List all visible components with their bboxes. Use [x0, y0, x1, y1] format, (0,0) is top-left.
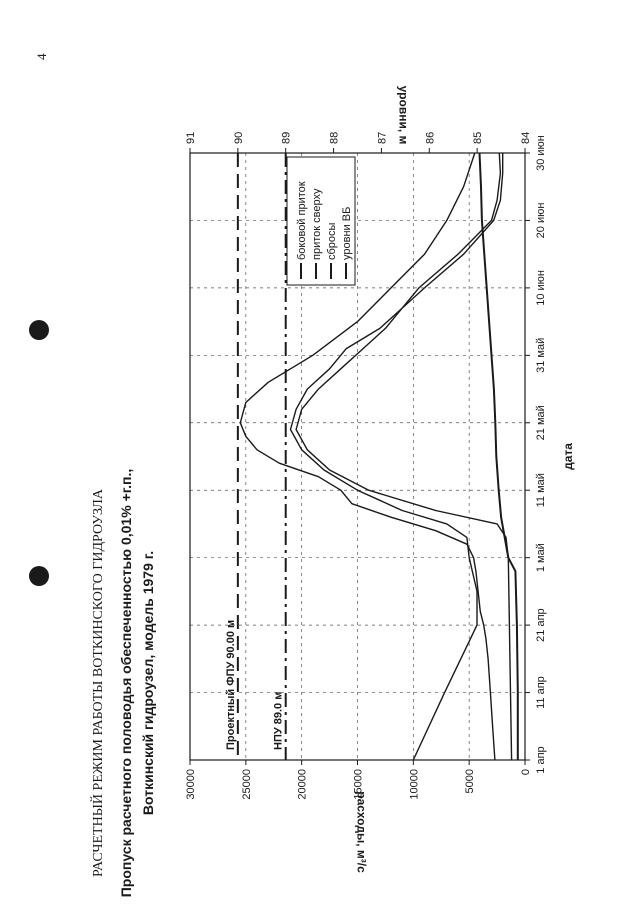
x-axis-label: дата [561, 443, 575, 470]
document-header: РАСЧЕТНЫЙ РЕЖИМ РАБОТЫ ВОТКИНСКОГО ГИДРОУЗЛА [91, 488, 106, 878]
legend-entry: уровни ВБ [341, 206, 353, 260]
y-left-tick-label: 20000 [296, 769, 309, 800]
x-tick-label: 11 май [535, 473, 547, 508]
legend-entry: приток сверху [311, 188, 323, 260]
axes [185, 132, 547, 800]
y-left-tick-label: 10000 [408, 769, 421, 800]
grid [190, 153, 525, 760]
x-tick-label: 20 июн [535, 202, 547, 239]
series-line-4 [480, 153, 518, 760]
legend-entry: сбросы [326, 222, 338, 260]
x-tick-label: 30 июн [535, 135, 547, 171]
reference-lines [225, 153, 286, 760]
y-right-tick-label: 86 [424, 131, 437, 144]
legend-entry: боковой приток [296, 181, 308, 260]
x-tick-label: 21 апр [535, 608, 547, 642]
chart-title-line-2: Воткинский гидроузел, модель 1979 г. [140, 550, 156, 816]
y-right-tick-label: 90 [232, 131, 245, 144]
ref-label-npu: НПУ 89.0 м [272, 691, 285, 750]
y-left-tick-label: 5000 [464, 769, 477, 794]
ref-label-fpu: Проектный ФПУ 90.00 м [224, 619, 237, 750]
x-tick-label: 31 май [535, 337, 547, 373]
y-right-tick-label: 89 [280, 131, 293, 144]
y-right-tick-label: 87 [376, 131, 389, 144]
x-tick-label: 21 май [535, 405, 547, 441]
y-right-tick-label: 85 [472, 131, 485, 144]
series-lines [240, 153, 518, 760]
x-tick-label: 10 июн [535, 270, 547, 306]
legend [287, 157, 355, 285]
y-right-tick-label: 91 [185, 131, 197, 144]
chart-title-line-1: Пропуск расчетного половодья обеспеченностью 0,01% +г.п., [118, 468, 134, 898]
y-axis-right-label: уровни, м [396, 85, 411, 145]
y-axis-left-label: расходы, м³/с [354, 791, 369, 873]
page-number: 4 [34, 53, 49, 60]
y-left-tick-label: 15000 [352, 769, 365, 800]
y-left-tick-label: 25000 [240, 769, 253, 800]
y-right-tick-label: 84 [520, 131, 532, 144]
x-tick-label: 1 май [535, 543, 547, 573]
y-left-tick-label: 0 [520, 769, 532, 776]
y-left-tick-label: 30000 [185, 769, 197, 800]
x-tick-label: 1 апр [535, 746, 547, 774]
x-tick-label: 11 апр [535, 676, 547, 709]
y-right-tick-label: 88 [328, 131, 341, 144]
